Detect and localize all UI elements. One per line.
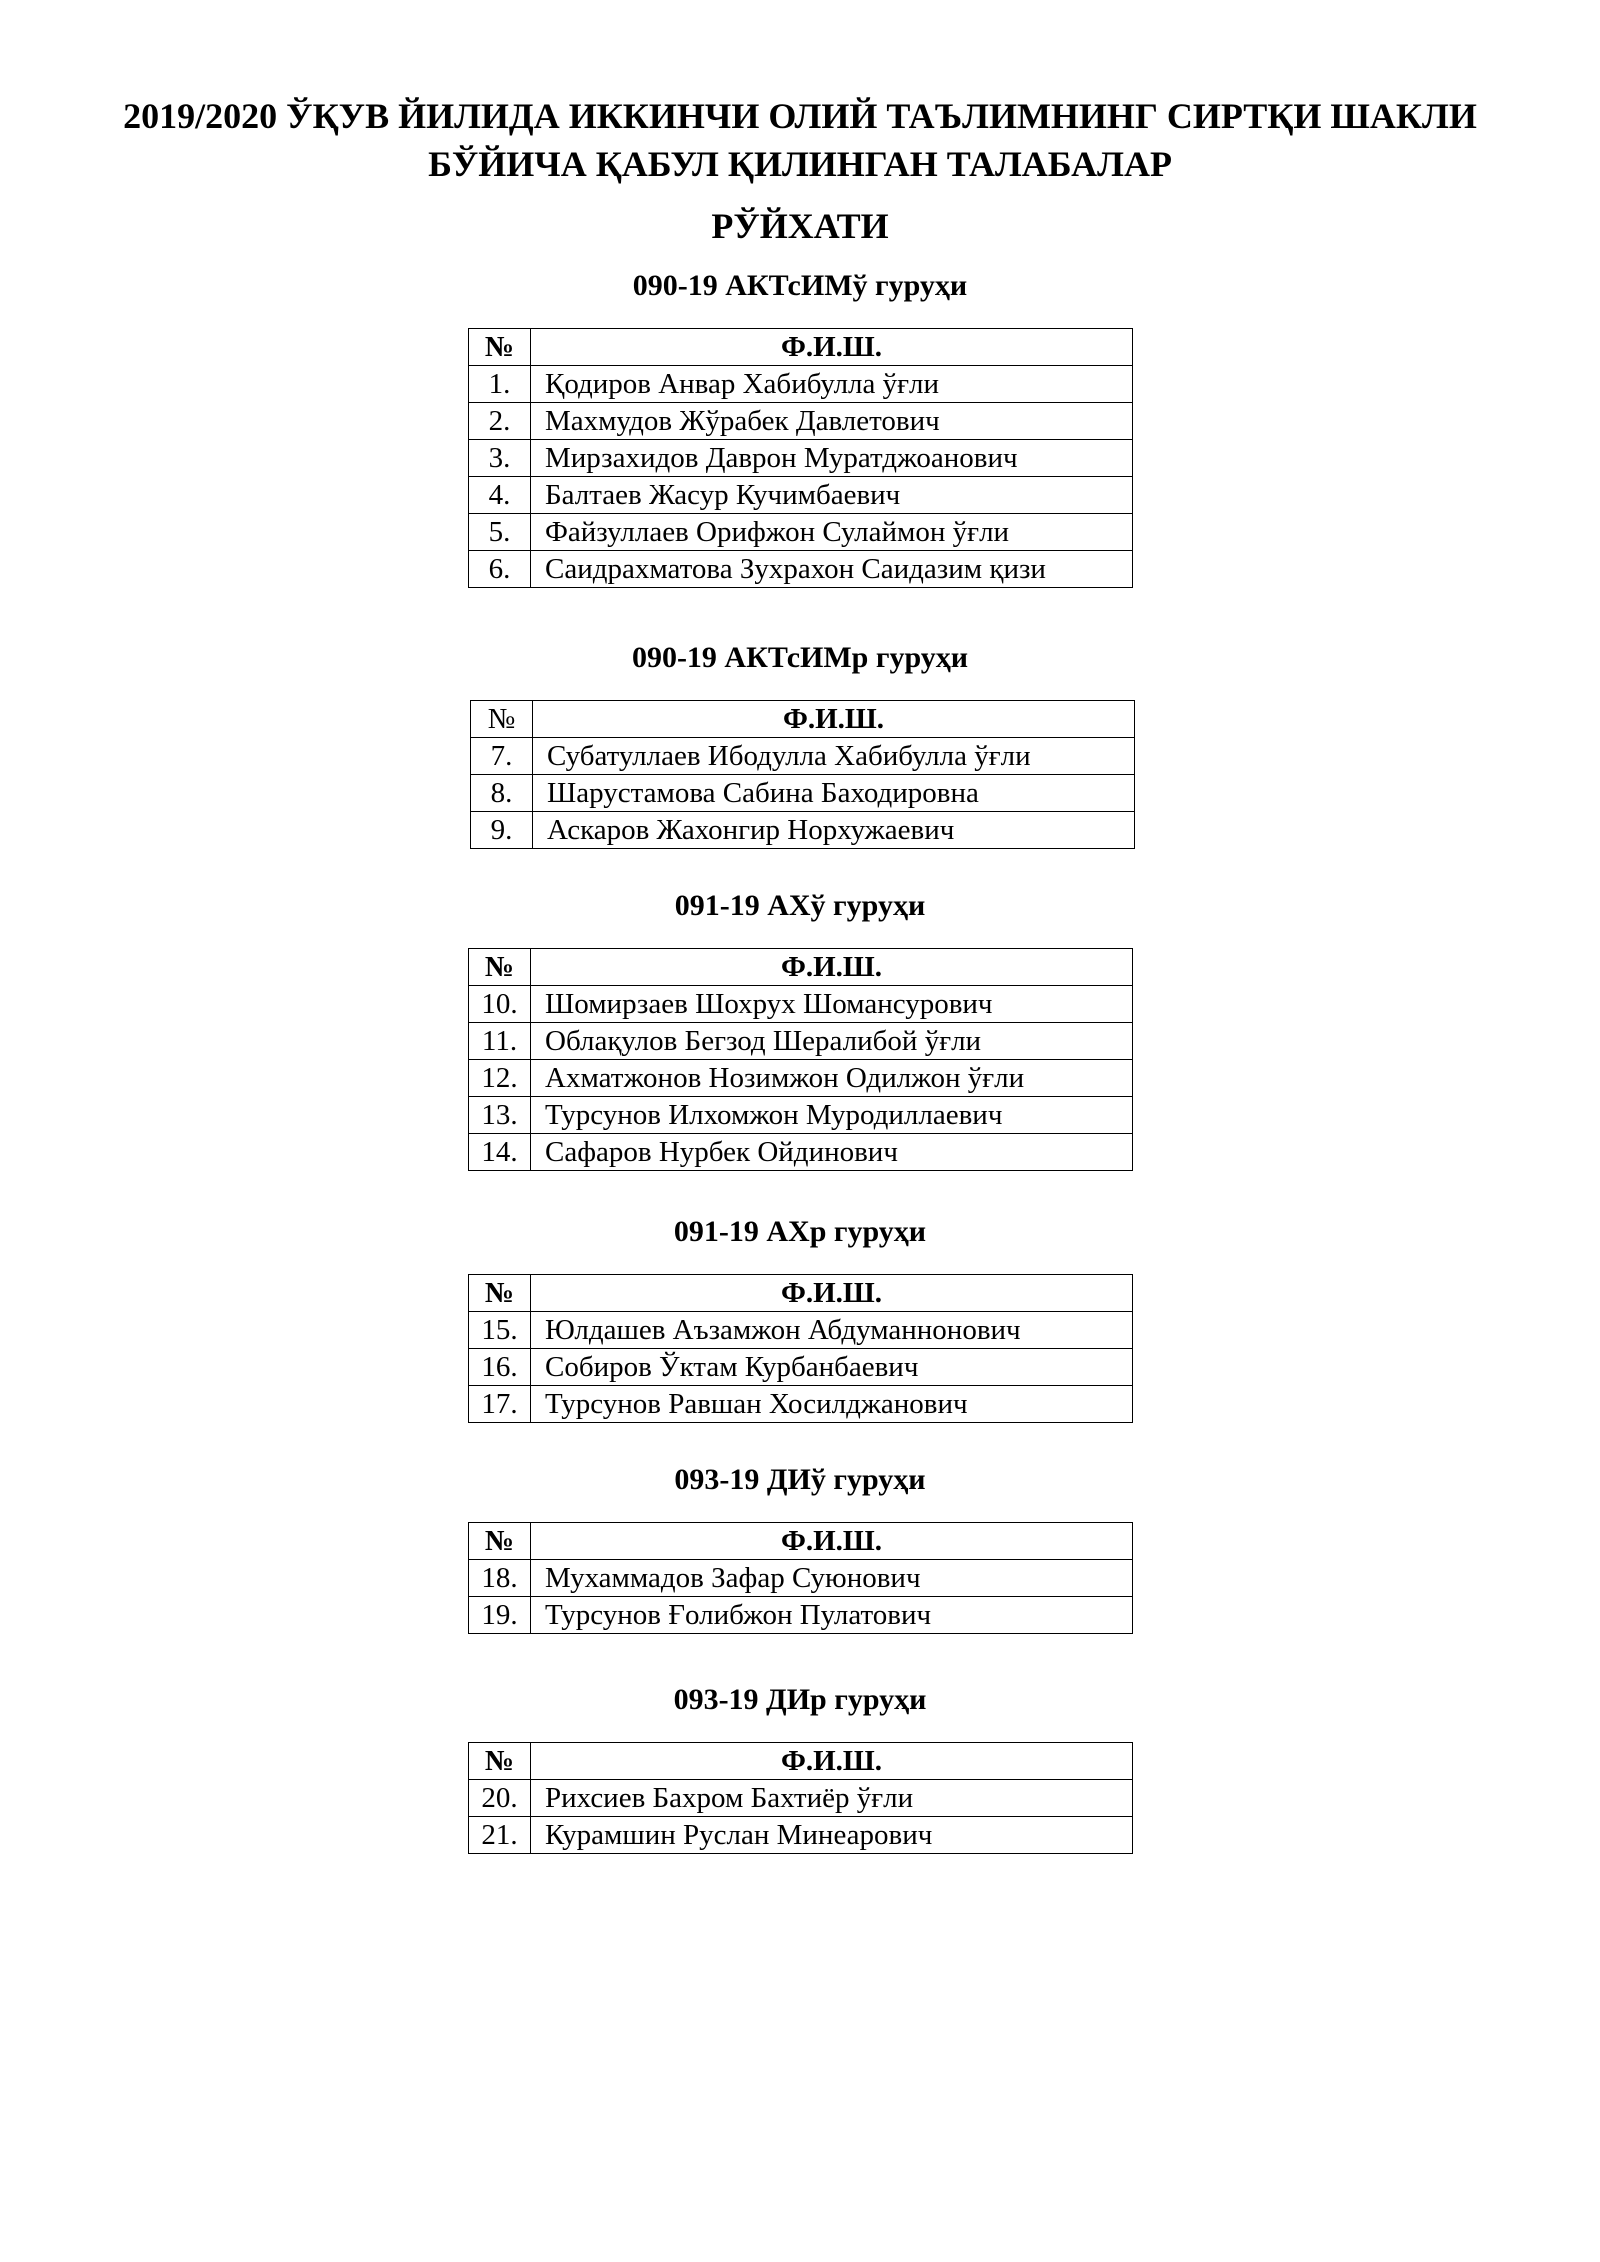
student-name: Сафаров Нурбек Ойдинович bbox=[531, 1134, 1133, 1171]
student-table bbox=[470, 700, 1135, 849]
title-line-1: 2019/2020 ЎҚУВ ЙИЛИДА ИККИНЧИ ОЛИЙ ТАЪЛИМНИНГ СИРТҚИ ШАКЛИ bbox=[123, 96, 1477, 136]
row-number: 12. bbox=[469, 1060, 531, 1097]
student-table bbox=[468, 1522, 1133, 1634]
column-header-name: Ф.И.Ш. bbox=[531, 1275, 1133, 1312]
row-number: 13. bbox=[469, 1097, 531, 1134]
column-header-name: Ф.И.Ш. bbox=[533, 701, 1135, 738]
column-header-name: Ф.И.Ш. bbox=[531, 1743, 1133, 1780]
table-row bbox=[471, 775, 1135, 812]
document-subtitle: РЎЙХАТИ bbox=[711, 206, 889, 246]
student-name: Қодиров Анвар Хабибулла ўғли bbox=[531, 366, 1133, 403]
group-section bbox=[0, 638, 1600, 846]
title-line-2: БЎЙИЧА ҚАБУЛ ҚИЛИНГАН ТАЛАБАЛАР bbox=[428, 144, 1172, 184]
row-number: 2. bbox=[469, 403, 531, 440]
student-name: Мухаммадов Зафар Суюнович bbox=[531, 1560, 1133, 1597]
student-name: Аскаров Жахонгир Норхужаевич bbox=[533, 812, 1135, 849]
student-name: Облақулов Бегзод Шералибой ўғли bbox=[531, 1023, 1133, 1060]
column-header-name: Ф.И.Ш. bbox=[531, 1523, 1133, 1560]
table-row bbox=[469, 403, 1133, 440]
student-name: Мирзахидов Даврон Муратджоанович bbox=[531, 440, 1133, 477]
row-number: 14. bbox=[469, 1134, 531, 1171]
table-header-row bbox=[469, 329, 1133, 366]
column-header-name: Ф.И.Ш. bbox=[531, 949, 1133, 986]
student-name: Собиров Ўктам Курбанбаевич bbox=[531, 1349, 1133, 1386]
table-row bbox=[469, 1134, 1133, 1171]
student-name: Субатуллаев Ибодулла Хабибулла ўғли bbox=[533, 738, 1135, 775]
student-name: Курамшин Руслан Минеарович bbox=[531, 1817, 1133, 1854]
row-number: 16. bbox=[469, 1349, 531, 1386]
group-section bbox=[0, 1680, 1600, 1851]
student-name: Балтаев Жасур Кучимбаевич bbox=[531, 477, 1133, 514]
column-header-number: № bbox=[469, 1275, 531, 1312]
table-row bbox=[469, 1097, 1133, 1134]
row-number: 4. bbox=[469, 477, 531, 514]
table-row bbox=[469, 986, 1133, 1023]
table-header-row bbox=[469, 1743, 1133, 1780]
row-number: 5. bbox=[469, 514, 531, 551]
table-row bbox=[471, 738, 1135, 775]
student-name: Файзуллаев Орифжон Сулаймон ўғли bbox=[531, 514, 1133, 551]
table-header-row bbox=[469, 1275, 1133, 1312]
group-section bbox=[0, 886, 1600, 1168]
table-row bbox=[469, 1386, 1133, 1423]
table-header-row bbox=[469, 1523, 1133, 1560]
table-row bbox=[471, 812, 1135, 849]
row-number: 15. bbox=[469, 1312, 531, 1349]
column-header-number: № bbox=[471, 701, 533, 738]
row-number: 3. bbox=[469, 440, 531, 477]
table-header-row bbox=[471, 701, 1135, 738]
table-row bbox=[469, 1560, 1133, 1597]
group-section bbox=[0, 1460, 1600, 1631]
student-table bbox=[468, 328, 1133, 588]
student-table bbox=[468, 948, 1133, 1171]
table-row bbox=[469, 1817, 1133, 1854]
student-table bbox=[468, 1742, 1133, 1854]
group-heading: 090-19 АКТсИМў гуруҳи bbox=[632, 269, 968, 302]
group-section bbox=[0, 1212, 1600, 1420]
table-row bbox=[469, 1780, 1133, 1817]
row-number: 21. bbox=[469, 1817, 531, 1854]
column-header-number: № bbox=[469, 329, 531, 366]
document-title bbox=[60, 92, 1540, 188]
row-number: 19. bbox=[469, 1597, 531, 1634]
group-heading: 093-19 ДИў гуруҳи bbox=[674, 1463, 926, 1496]
group-heading: 093-19 ДИр гуруҳи bbox=[673, 1683, 927, 1716]
student-name: Юлдашев Аъзамжон Абдуманнонович bbox=[531, 1312, 1133, 1349]
row-number: 20. bbox=[469, 1780, 531, 1817]
table-row bbox=[469, 366, 1133, 403]
table-row bbox=[469, 551, 1133, 588]
table-row bbox=[469, 440, 1133, 477]
table-row bbox=[469, 477, 1133, 514]
row-number: 11. bbox=[469, 1023, 531, 1060]
group-heading: 091-19 АХў гуруҳи bbox=[674, 889, 926, 922]
row-number: 18. bbox=[469, 1560, 531, 1597]
student-table bbox=[468, 1274, 1133, 1423]
row-number: 1. bbox=[469, 366, 531, 403]
table-row bbox=[469, 1060, 1133, 1097]
table-row bbox=[469, 1312, 1133, 1349]
table-row bbox=[469, 514, 1133, 551]
table-row bbox=[469, 1597, 1133, 1634]
row-number: 7. bbox=[471, 738, 533, 775]
row-number: 6. bbox=[469, 551, 531, 588]
group-section bbox=[0, 266, 1600, 585]
group-heading: 090-19 АКТсИМр гуруҳи bbox=[631, 641, 969, 674]
row-number: 17. bbox=[469, 1386, 531, 1423]
column-header-name: Ф.И.Ш. bbox=[531, 329, 1133, 366]
student-name: Турсунов Равшан Хосилджанович bbox=[531, 1386, 1133, 1423]
table-row bbox=[469, 1349, 1133, 1386]
column-header-number: № bbox=[469, 1523, 531, 1560]
table-header-row bbox=[469, 949, 1133, 986]
student-name: Махмудов Жўрабек Давлетович bbox=[531, 403, 1133, 440]
student-name: Турсунов Илхомжон Муродиллаевич bbox=[531, 1097, 1133, 1134]
row-number: 10. bbox=[469, 986, 531, 1023]
row-number: 9. bbox=[471, 812, 533, 849]
student-name: Шомирзаев Шохрух Шомансурович bbox=[531, 986, 1133, 1023]
student-name: Ахматжонов Нозимжон Одилжон ўғли bbox=[531, 1060, 1133, 1097]
student-name: Шарустамова Сабина Баходировна bbox=[533, 775, 1135, 812]
column-header-number: № bbox=[469, 1743, 531, 1780]
group-heading: 091-19 АХр гуруҳи bbox=[673, 1215, 927, 1248]
student-name: Саидрахматова Зухрахон Саидазим қизи bbox=[531, 551, 1133, 588]
column-header-number: № bbox=[469, 949, 531, 986]
table-row bbox=[469, 1023, 1133, 1060]
row-number: 8. bbox=[471, 775, 533, 812]
student-name: Рихсиев Бахром Бахтиёр ўғли bbox=[531, 1780, 1133, 1817]
student-name: Турсунов Ғолибжон Пулатович bbox=[531, 1597, 1133, 1634]
